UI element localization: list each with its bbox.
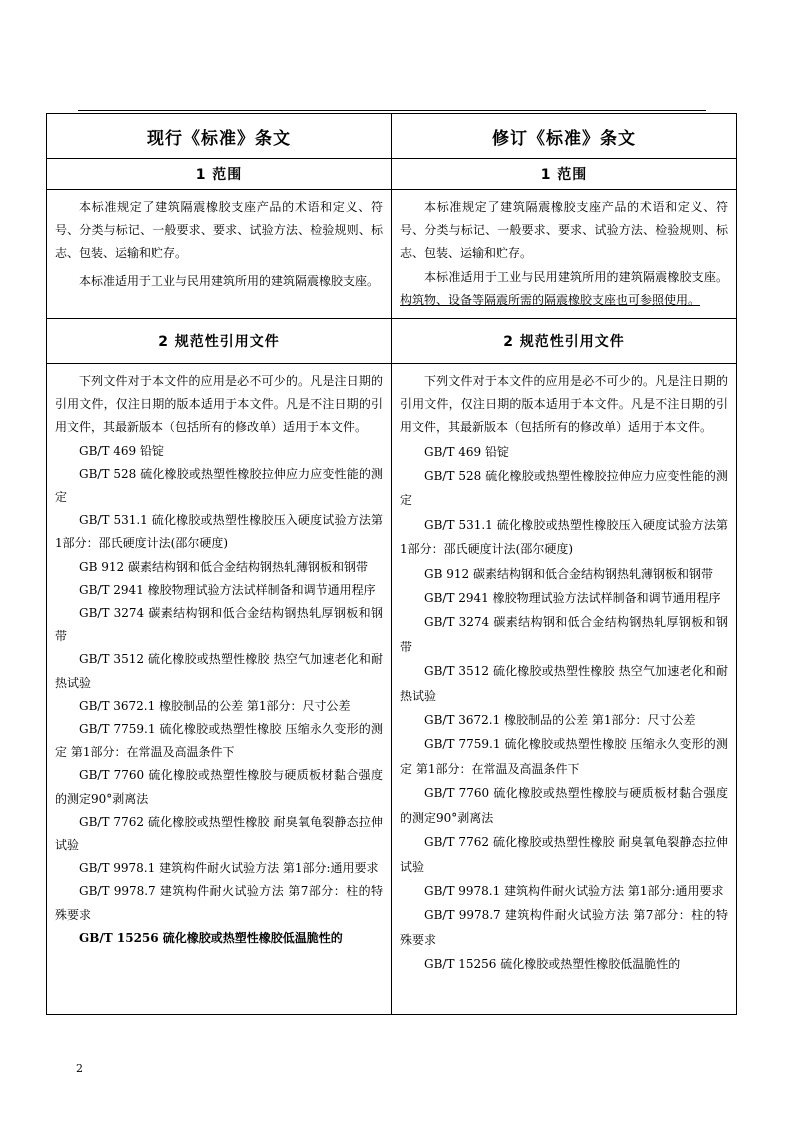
reference-item: GB/T 531.1 硫化橡胶或热塑性橡胶压入硬度试验方法第1部分：邵氏硬度计法(邵尔硬度)	[400, 517, 728, 557]
reference-item: GB/T 7760 硫化橡胶或热塑性橡胶与硬质板材黏合强度的测定90°剥离法	[55, 768, 383, 806]
reference-item: GB/T 15256 硫化橡胶或热塑性橡胶低温脆性的	[79, 930, 343, 945]
scope-paragraph: 本标准规定了建筑隔震橡胶支座产品的术语和定义、符号、分类与标记、一般要求、要求、试验方法、检验规则、标志、包装、运输和贮存。	[400, 200, 728, 261]
applicability-text: 本标准适用于工业与民用建筑所用的建筑隔震橡胶支座。	[424, 269, 728, 284]
section-2-body-row	[47, 364, 737, 1015]
reference-item: GB/T 7759.1 硫化橡胶或热塑性橡胶 压缩永久变形的测定 第1部分：在常温及高温条件下	[55, 722, 383, 760]
column-header-current: 现行《标准》条文	[47, 114, 392, 159]
reference-item: GB/T 9978.7 建筑构件耐火试验方法 第7部分：柱的特殊要求	[55, 884, 383, 922]
reference-item: GB/T 2941 橡胶物理试验方法试样制备和调节通用程序	[424, 591, 721, 606]
references-list	[400, 440, 728, 977]
reference-item: GB/T 9978.1 建筑构件耐火试验方法 第1部分:通用要求	[79, 861, 379, 876]
reference-item: GB/T 3672.1 橡胶制品的公差 第1部分：尺寸公差	[79, 698, 351, 713]
reference-item: GB/T 7759.1 硫化橡胶或热塑性橡胶 压缩永久变形的测定 第1部分：在常温及高温条件下	[400, 737, 728, 776]
applicability-paragraph	[400, 266, 728, 312]
comparison-table	[46, 113, 737, 1015]
reference-item: GB/T 531.1 硫化橡胶或热塑性橡胶压入硬度试验方法第1部分：邵氏硬度计法(邵尔硬度)	[55, 513, 383, 551]
reference-item: GB/T 15256 硫化橡胶或热塑性橡胶低温脆性的	[424, 957, 681, 972]
section-2-body-revised	[392, 364, 737, 1015]
scope-paragraph: 本标准规定了建筑隔震橡胶支座产品的术语和定义、符号、分类与标记、一般要求、要求、试验方法、检验规则、标志、包装、运输和贮存。	[55, 200, 383, 261]
reference-item: GB/T 9978.7 建筑构件耐火试验方法 第7部分：柱的特殊要求	[400, 908, 728, 947]
reference-item: GB/T 528 硫化橡胶或热塑性橡胶拉伸应力应变性能的测定	[55, 466, 383, 505]
page-number: 2	[76, 1062, 83, 1075]
reference-item: GB/T 469 铅锭	[424, 444, 509, 459]
reference-item: GB/T 7762 硫化橡胶或热塑性橡胶 耐臭氧龟裂静态拉伸试验	[55, 814, 383, 853]
section-2-title-revised: 2 规范性引用文件	[392, 319, 737, 364]
section-1-title-revised: 1 范围	[392, 159, 737, 190]
section-2-title-current: 2 规范性引用文件	[47, 319, 392, 364]
section-1-body-revised	[392, 190, 737, 319]
section-1-title-row	[47, 159, 737, 190]
reference-item: GB/T 3274 碳素结构钢和低合金结构钢热轧厚钢板和钢带	[400, 615, 728, 654]
header-row	[47, 114, 737, 159]
section-2-body-current	[47, 364, 392, 1015]
reference-item: GB/T 3672.1 橡胶制品的公差 第1部分：尺寸公差	[424, 713, 696, 728]
reference-item: GB/T 7762 硫化橡胶或热塑性橡胶 耐臭氧龟裂静态拉伸试验	[400, 835, 728, 874]
section-1-title-current: 1 范围	[47, 159, 392, 190]
reference-item: GB 912 碳素结构钢和低合金结构钢热轧薄钢板和钢带	[79, 559, 368, 574]
reference-item: GB/T 3512 硫化橡胶或热塑性橡胶 热空气加速老化和耐热试验	[55, 652, 383, 690]
references-list	[55, 440, 383, 950]
section-1-body-current	[47, 190, 392, 319]
added-text-underlined: 构筑物、设备等隔震所需的隔震橡胶支座也可参照使用。	[400, 292, 701, 307]
reference-item: GB/T 3274 碳素结构钢和低合金结构钢热轧厚钢板和钢带	[55, 606, 383, 644]
reference-item: GB/T 2941 橡胶物理试验方法试样制备和调节通用程序	[79, 582, 376, 597]
reference-item: GB/T 9978.1 建筑构件耐火试验方法 第1部分:通用要求	[424, 883, 724, 898]
reference-item: GB/T 7760 硫化橡胶或热塑性橡胶与硬质板材黏合强度的测定90°剥离法	[400, 786, 728, 825]
section-2-title-row	[47, 319, 737, 364]
top-rule	[78, 110, 706, 111]
reference-item: GB 912 碳素结构钢和低合金结构钢热轧薄钢板和钢带	[424, 566, 713, 581]
section-1-body-row	[47, 190, 737, 319]
references-intro: 下列文件对于本文件的应用是必不可少的。凡是注日期的引用文件，仅注日期的版本适用于本文件。凡是不注日期的引用文件，其最新版本（包括所有的修改单）适用于本文件。	[55, 374, 383, 435]
applicability-paragraph: 本标准适用于工业与民用建筑所用的建筑隔震橡胶支座。	[79, 273, 380, 288]
reference-item: GB/T 3512 硫化橡胶或热塑性橡胶 热空气加速老化和耐热试验	[400, 664, 728, 703]
reference-item: GB/T 469 铅锭	[79, 443, 164, 458]
references-intro: 下列文件对于本文件的应用是必不可少的。凡是注日期的引用文件，仅注日期的版本适用于本文件。凡是不注日期的引用文件，其最新版本（包括所有的修改单）适用于本文件。	[400, 374, 728, 435]
reference-item: GB/T 528 硫化橡胶或热塑性橡胶拉伸应力应变性能的测定	[400, 469, 728, 508]
column-header-revised: 修订《标准》条文	[392, 114, 737, 159]
